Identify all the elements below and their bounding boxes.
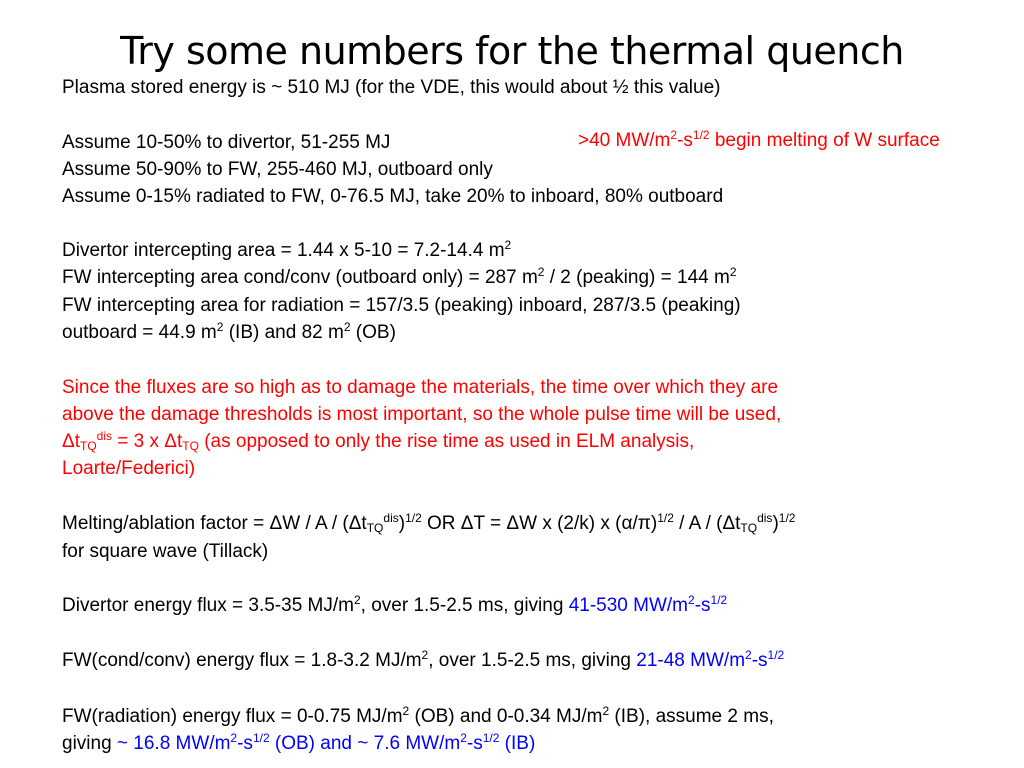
text-run: -s [677, 130, 693, 151]
text-line-fluxes-high [62, 375, 778, 401]
superscript: 2 [670, 128, 678, 142]
text-run: / 2 (peaking) = 144 m [544, 267, 730, 288]
superscript: 2 [537, 265, 545, 279]
text-run: above the damage thresholds is most important, so the whole pulse time will be used, [62, 404, 782, 425]
text-run: outboard = 44.9 m [62, 322, 217, 343]
text-line-radiated-fraction [62, 184, 723, 210]
highlight-value [117, 733, 535, 754]
text-line-pulse-time [62, 429, 694, 455]
superscript: 2 [230, 731, 238, 745]
superscript: 1/2 [482, 731, 500, 745]
text-run: -s [237, 733, 253, 754]
text-run: Assume 50-90% to FW, 255-460 MJ, outboard only [62, 159, 493, 180]
text-line-fw-fraction [62, 157, 493, 183]
text-line-fw-rad-flux [62, 704, 774, 730]
superscript: 1/2 [657, 511, 674, 525]
text-line-damage-thresholds [62, 402, 781, 428]
text-run: begin melting of W surface [709, 130, 940, 151]
superscript: 1/2 [692, 128, 710, 142]
highlight-value [569, 595, 728, 616]
text-run: Melting/ablation factor = ΔW / A / (Δt [62, 513, 367, 534]
text-line-fw-area-conv [62, 265, 737, 291]
superscript: 1/2 [778, 511, 796, 525]
text-line-outboard-area [62, 320, 396, 346]
superscript: 1/2 [405, 511, 422, 525]
highlight-value [636, 650, 784, 671]
text-run: giving [62, 733, 117, 754]
subscript: TQ [182, 439, 199, 453]
superscript: 2 [460, 731, 467, 745]
text-run: / A / (Δt [673, 513, 741, 534]
text-line-stored-energy [62, 75, 720, 101]
text-run: (OB) and 0-0.34 MJ/m [409, 706, 603, 727]
text-run: Assume 10-50% to divertor, 51-255 MJ [62, 132, 391, 153]
text-line-rad-result [62, 731, 535, 757]
superscript: 1/2 [252, 731, 270, 745]
text-run: Divertor energy flux = 3.5-35 MJ/m [62, 595, 354, 616]
text-run: 21-48 MW/m [636, 650, 746, 671]
text-line-divertor-fraction [62, 130, 390, 156]
subscript: TQ [79, 439, 97, 453]
superscript: 2 [602, 704, 610, 718]
superscript: 2 [216, 320, 224, 334]
superscript: 2 [421, 648, 429, 662]
text-line-fw-conv-flux [62, 648, 784, 674]
text-run: (OB) and ~ 7.6 MW/m [269, 733, 461, 754]
superscript: 1/2 [767, 648, 785, 662]
slide-title: Try some numbers for the thermal quench [120, 29, 904, 73]
text-run: for square wave (Tillack) [62, 541, 269, 562]
superscript: 2 [504, 238, 512, 252]
text-line-divertor-flux [62, 593, 727, 619]
text-run: (IB) [499, 733, 536, 754]
text-run: -s [694, 595, 711, 616]
subscript: TQ [740, 521, 758, 535]
text-run: Δt [62, 431, 80, 452]
text-run: , over 1.5-2.5 ms, giving [360, 595, 569, 616]
superscript: 2 [688, 593, 695, 607]
text-run: ) [398, 513, 406, 534]
text-run: FW(radiation) energy flux = 0-0.75 MJ/m [62, 706, 403, 727]
text-run: 41-530 MW/m [568, 595, 689, 616]
superscript: dis [383, 511, 399, 525]
text-line-square-wave [62, 539, 268, 565]
text-run: = 3 x Δt [112, 431, 183, 452]
text-line-melting-factor [62, 511, 795, 537]
text-run: Divertor intercepting area = 1.44 x 5-10 = 7.2-14.4 m [62, 240, 505, 261]
text-run: FW intercepting area for radiation = 157/3.5 (peaking) inboard, 287/3.5 (peaking) [62, 295, 741, 316]
superscript: 2 [729, 265, 737, 279]
superscript: 1/2 [710, 593, 728, 607]
superscript: 2 [745, 648, 752, 662]
text-run: FW intercepting area cond/conv (outboard only) = 287 m [62, 267, 538, 288]
text-run: FW(cond/conv) energy flux = 1.8-3.2 MJ/m [62, 650, 422, 671]
text-run: , over 1.5-2.5 ms, giving [428, 650, 637, 671]
superscript: 2 [343, 320, 351, 334]
text-run: Assume 0-15% radiated to FW, 0-76.5 MJ, take 20% to inboard, 80% outboard [62, 186, 724, 207]
text-run: -s [466, 733, 483, 754]
text-run: (OB) [350, 322, 396, 343]
superscript: dis [757, 511, 773, 525]
text-run: (IB), assume 2 ms, [609, 706, 774, 727]
text-run: ~ 16.8 MW/m [116, 733, 231, 754]
text-run: ) [772, 513, 779, 534]
text-line-divertor-area [62, 238, 511, 264]
superscript: 2 [402, 704, 410, 718]
text-run: Plasma stored energy is ~ 510 MJ (for the VDE, this would about ½ this value) [62, 77, 721, 98]
text-run: (as opposed to only the rise time as used in ELM analysis, [198, 431, 695, 452]
text-run: -s [751, 650, 768, 671]
subscript: TQ [366, 521, 384, 535]
text-run: >40 MW/m [578, 130, 671, 151]
text-run: Since the fluxes are so high as to damage the materials, the time over which they are [62, 377, 779, 398]
text-run: OR ΔT = ΔW x (2/k) x (α/π) [421, 513, 658, 534]
superscript: 2 [353, 593, 361, 607]
melting-threshold-note [578, 128, 940, 154]
text-line-loarte-federici [62, 456, 195, 482]
text-run: (IB) and 82 m [223, 322, 344, 343]
superscript: dis [96, 429, 112, 443]
text-line-fw-area-rad [62, 293, 741, 319]
text-run: Loarte/Federici) [62, 458, 196, 479]
